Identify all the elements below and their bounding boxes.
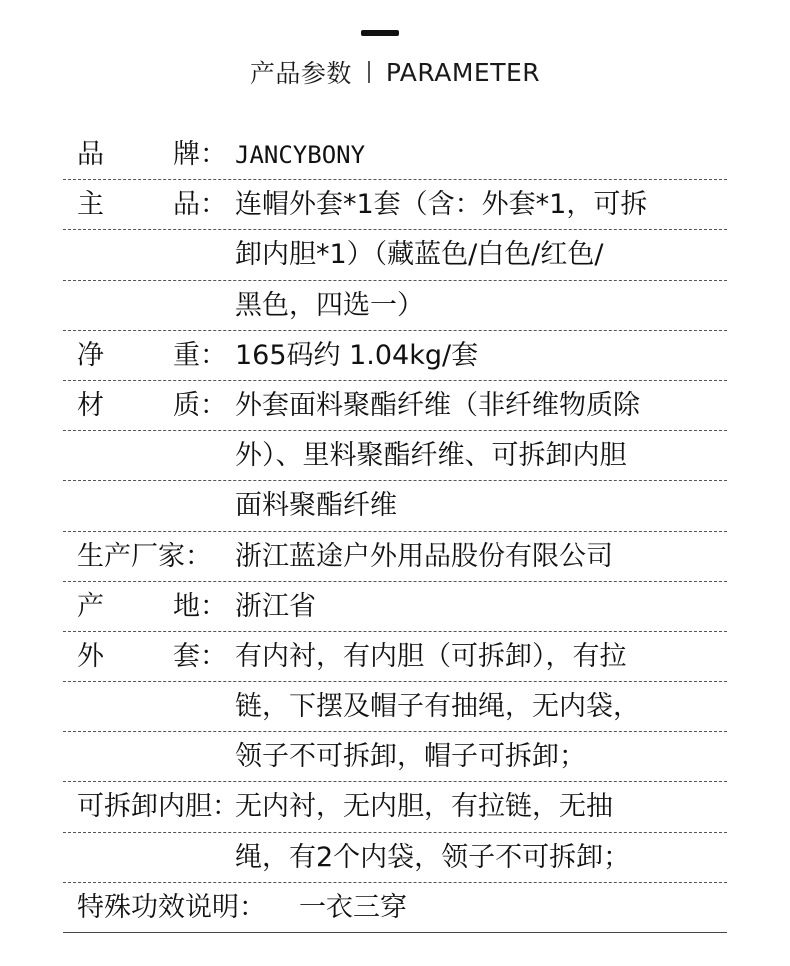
param-label: 品 牌： <box>77 139 227 170</box>
header-title-cn: 产品参数 <box>249 59 352 88</box>
param-label: 可拆卸内胆： <box>77 791 239 823</box>
top-accent-bar <box>361 30 399 36</box>
param-value: 卸内胆*1）（藏蓝色/白色/红色/ <box>235 239 604 271</box>
param-value: 无内衬，无内胆，有拉链，无抽 <box>235 791 613 823</box>
param-row-brand <box>63 130 727 180</box>
param-row-continuation <box>63 481 727 531</box>
param-label: 生产厂家： <box>77 540 212 572</box>
param-value: 绳，有2个内袋，领子不可拆卸； <box>235 841 631 873</box>
param-row-main-product <box>63 180 727 230</box>
param-value: JANCYBONY <box>235 141 366 169</box>
param-label: 净 重： <box>77 339 227 371</box>
param-label: 外 套： <box>77 640 227 672</box>
param-value: 外套面料聚酯纤维（非纤维物质除 <box>235 389 640 421</box>
header-divider <box>368 61 370 83</box>
param-row-continuation <box>63 833 727 883</box>
param-row-outer-jacket <box>63 632 727 682</box>
param-value: 连帽外套*1套（含：外套*1，可拆 <box>235 189 648 221</box>
param-label: 主 品： <box>77 189 227 221</box>
param-row-material <box>63 381 727 431</box>
section-header <box>0 52 790 92</box>
param-row-continuation <box>63 732 727 782</box>
param-value: 有内衬，有内胆（可拆卸），有拉 <box>235 640 627 672</box>
param-value: 一衣三穿 <box>299 891 407 923</box>
param-row-continuation <box>63 281 727 331</box>
header-title-en: PARAMETER <box>385 57 541 87</box>
param-value: 链，下摆及帽子有抽绳，无内袋， <box>235 691 640 723</box>
param-value: 外）、里料聚酯纤维、可拆卸内胆 <box>235 440 627 472</box>
param-label: 材 质： <box>77 389 227 421</box>
param-row-origin <box>63 582 727 632</box>
param-value: 浙江省 <box>235 590 316 622</box>
param-row-manufacturer <box>63 532 727 582</box>
param-row-net-weight <box>63 331 727 381</box>
param-label: 特殊功效说明： <box>77 891 266 923</box>
param-row-continuation <box>63 431 727 481</box>
param-row-detachable-liner <box>63 782 727 832</box>
parameter-table <box>63 130 727 933</box>
param-value: 165码约 1.04kg/套 <box>235 339 479 371</box>
param-value: 黑色，四选一） <box>235 289 424 321</box>
param-row-continuation <box>63 230 727 280</box>
param-label: 产 地： <box>77 590 227 622</box>
param-value: 浙江蓝途户外用品股份有限公司 <box>235 540 613 572</box>
param-value: 面料聚酯纤维 <box>235 490 397 522</box>
param-row-continuation <box>63 682 727 732</box>
param-value: 领子不可拆卸，帽子可拆卸； <box>235 741 586 773</box>
param-row-special-function <box>63 883 727 933</box>
